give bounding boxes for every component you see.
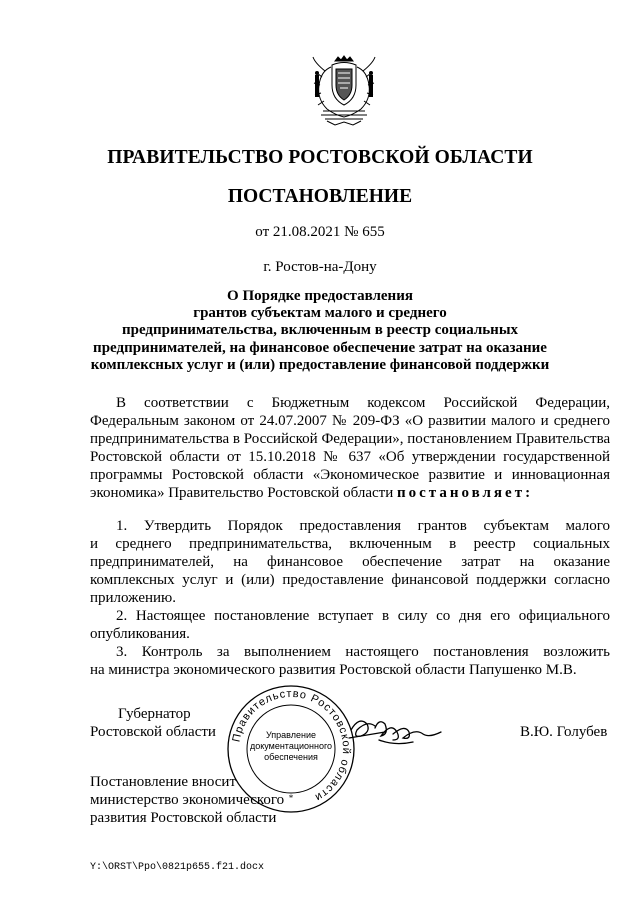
document-date-number: от 21.08.2021 № 655 [255,224,385,240]
signatory-position [90,706,216,741]
stamp-outer-text: Правительство Ростовской области [230,687,353,804]
submitter-line: министерство экономического [90,792,285,808]
item-3-line: на министра экономического развития Ростовской области Папушенко М.В. [90,662,577,678]
item-1-line: предпринимателей, на финансовое обеспечение затрат на оказание [90,554,610,570]
signatory-position-line: Губернатор [118,706,191,722]
preamble-line: Федеральным законом от 24.07.2007 № 209-ФЗ «О развитии малого и среднего [90,413,610,429]
submitter-line: развития Ростовской области [90,810,277,826]
subject-line: предпринимателей, на финансовое обеспечение затрат на оказание [93,340,547,356]
submitter-block [90,773,284,827]
stamp-inner-line: обеспечения [264,752,318,762]
file-path-footer: Y:\ORST\Ppo\0821p655.f21.docx [90,862,265,873]
document-type: ПОСТАНОВЛЕНИЕ [227,186,413,207]
item-3-line: 3. Контроль за выполнением настоящего постановления возложить [116,644,610,660]
item-1-line: и среднего предпринимательства, включенным в реестр социальных [90,536,610,552]
subject-line: комплексных услуг и (или) предоставление финансовой поддержки [90,357,550,373]
signatory-position-line: Ростовской области [90,723,216,740]
preamble-line: предпринимательства в Российской Федерации», постановлением Правительства [90,431,610,447]
preamble-line: В соответствии с Бюджетным кодексом Российской Федерации, [116,395,610,411]
handwritten-signature [345,710,450,752]
stamp-inner-line: Управление [265,730,317,740]
preamble-last-line [90,485,610,503]
organization-title: ПРАВИТЕЛЬСТВО РОСТОВСКОЙ ОБЛАСТИ [107,147,533,168]
stamp-star-icon: * [288,793,294,803]
item-2-line: 2. Настоящее постановление вступает в силу со дня его официального [116,608,610,624]
coat-of-arms-emblem [305,55,383,127]
item-2-line: опубликования. [90,626,190,642]
item-1-line: 1. Утвердить Порядок предоставления грантов субъектам малого [116,518,610,534]
item-1-line: комплексных услуг и (или) предоставление финансовой поддержки согласно [90,572,610,588]
submitter-line: Постановление вносит [90,774,237,790]
preamble-line-prefix: экономика» Правительство Ростовской области [90,485,394,501]
document-city: г. Ростов-на-Дону [263,259,377,275]
signatory-name: В.Ю. Голубев [520,724,608,740]
preamble-line: Ростовской области от 15.10.2018 № 637 «Об утверждении государственной [90,449,610,465]
subject-line: грантов субъектам малого и среднего [193,305,447,321]
subject-line: предпринимательства, включенным в реестр социальных [121,322,519,338]
item-1-line: приложению. [90,590,177,606]
resolves-word: постановляет: [396,485,534,501]
preamble-line: программы Ростовской области «Экономическое развитие и инновационная [90,467,610,483]
stamp-inner-line: документационного [249,741,333,751]
subject-line: О Порядке предоставления [227,288,413,304]
